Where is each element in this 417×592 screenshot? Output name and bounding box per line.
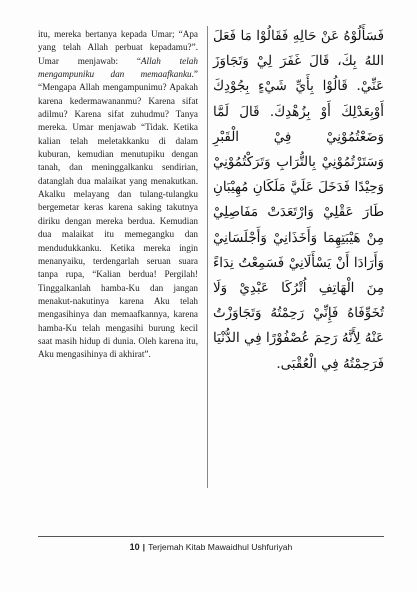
arabic-text (213, 24, 384, 377)
translation-paragraph (38, 28, 198, 362)
translation-text-2: .” “Mengapa Allah mengampunimu? Apakah karena kedermawananmu? Karena sifat adilmu? Karena sifat zuhudmu? Tanya mereka. Umar menjawab “Tidak. Ketika kalian telah meletakkanku di dalam kuburan, kemudian menutupiku dengan tanah, dan meninggalkanku sendirian, datanglah dua malaikat yang menakutkan. Akalku melayang dan tulang-tulangku bergemetar keras karena saking takutnya diriku dengan mereka berdua. Kemudian dua malaikat itu memegangku dan mendudukkanku. Ketika mereka ingin menanyaiku, terdengarlah seruan suara tanpa rupa, “Kalian berdua! Pergilah! Tinggalkanlah hamba-Ku dan jangan menakut-nakutinya karena Aku telah mengasihinya dan memaafkannya, karena hamba-Ku telah mengasihi burung kecil saat masih hidup di dunia. Oleh karena itu, Aku mengasihinya di akhirat”. (38, 69, 198, 360)
page-number: 10 (129, 542, 140, 552)
footer-rule (38, 536, 384, 537)
translation-italic-quote: Allah telah mengampuniku dan memaafkanku (38, 55, 198, 80)
page-footer (38, 542, 384, 552)
translation-text-1: itu, mereka bertanya kepada Umar; “Apa yang telah Allah perbuat kepadamu?”. Umar menjawab: “ (38, 29, 198, 66)
column-divider (207, 26, 208, 488)
book-title: Terjemah Kitab Mawaidhul Ushfuriyah (148, 542, 293, 552)
indonesian-translation (38, 28, 198, 362)
arabic-paragraph: فَسَأَلُوْهُ عَنْ حَالِهِ فَقَالُوْا مَا فَعَلَ اللهُ بِكَ، قَالَ غَفَرَ لِيْ وَتَجَاوَزَ عَنِّيْ. قَالُوْا بِأَيِّ شَيْءٍ بِجُوْدِكَ أَوْبِعَدْلِكَ أَوْ بِزُهْدِكَ. قَالَ لَمَّا وَضَعْتُمُوْنِيْ فِيْ الْقَبْرِ وَسَتَرْتُمُوْنِيْ بِالتُّرَابِ وَتَرَكْتُمُوْنِيْ وَحِيْدًا فَدَخَلَ عَلَيَّ مَلَكَانِ مُهِيْبَانِ طَارَ عَقْلِيْ وَارْتَعَدَتْ مَفَاصِلِيْ مِنْ هَيْبَتِهِمَا وَأَخَذَانِيْ وَأَجْلَسَانِيْ وَأَرَادَا أَنْ يَسْأَلَانِيْ فَسَمِعْتُ نِدَاءً مِنَ الْهَاتِفِ اُتْرُكَا عَبْدِيْ وَلَا تُخَوِّفَاهُ فَإِنِّيْ رَحِمْتُهُ وَتَجَاوَزْتُ عَنْهُ لِأَنَّهُ رَحِمَ عُصْفُوْرًا فِي الدُّنْيَا فَرَحِمْتُهُ فِي الْعُقْبَى. (213, 29, 384, 372)
footer-separator: | (142, 542, 146, 552)
